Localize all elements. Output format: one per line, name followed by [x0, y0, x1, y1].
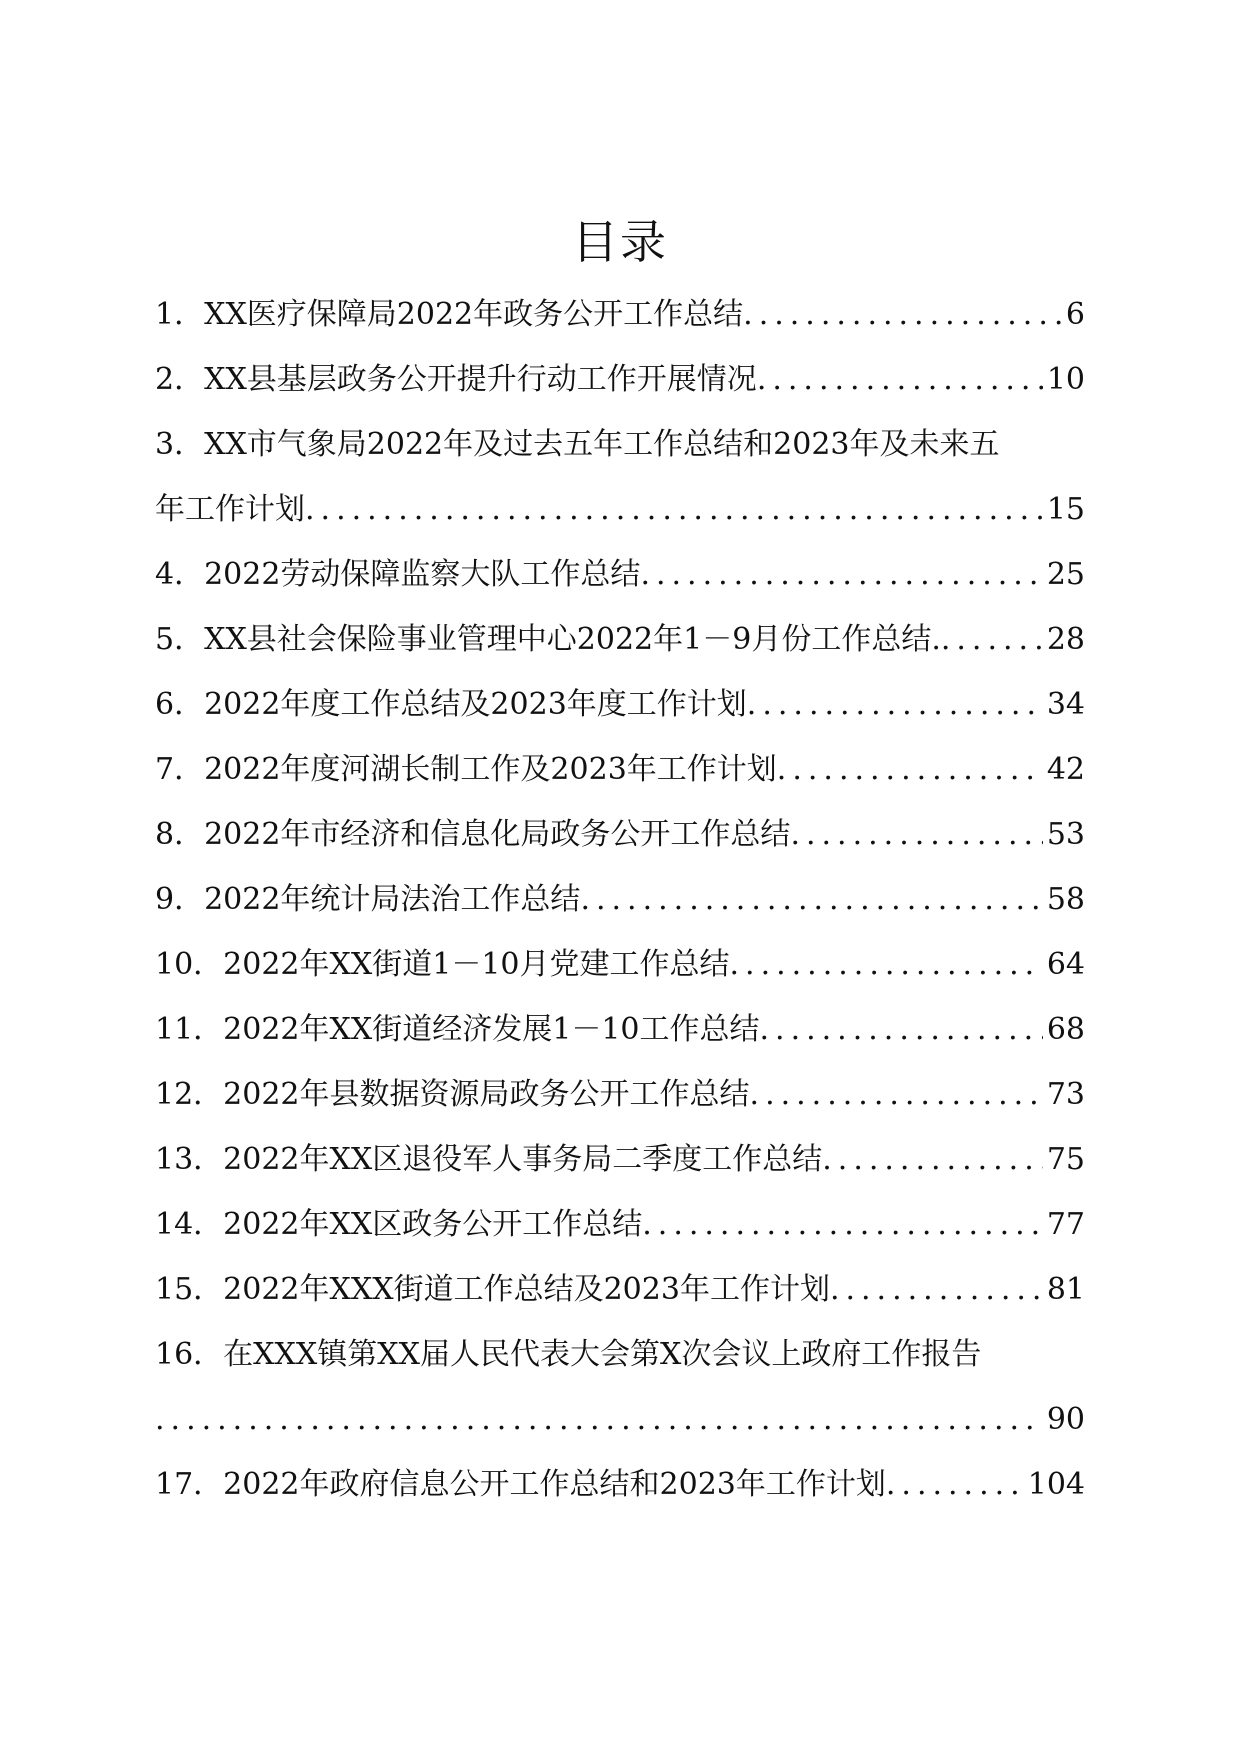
toc-entry-title: 5．XX县社会保险事业管理中心2022年1－9月份工作总结.	[155, 622, 941, 657]
table-of-contents	[155, 282, 1085, 1517]
toc-entry-title: 6．2022年度工作总结及2023年度工作计划	[155, 687, 747, 722]
dot-leader	[155, 1387, 1043, 1452]
toc-entry-7[interactable]	[155, 737, 1085, 802]
toc-page-number: 42	[1046, 752, 1085, 787]
toc-entry-13[interactable]	[155, 1127, 1085, 1192]
toc-entry-title: 3．XX市气象局2022年及过去五年工作总结和2023年及未来五	[155, 427, 1000, 462]
toc-entry-15[interactable]	[155, 1257, 1085, 1322]
toc-entry-title: 15．2022年XXX街道工作总结及2023年工作计划	[155, 1272, 830, 1307]
toc-entry-8[interactable]	[155, 802, 1085, 867]
dot-leader	[642, 1192, 1043, 1257]
dot-leader	[747, 672, 1043, 737]
toc-page-number: 104	[1027, 1467, 1085, 1502]
dot-leader	[822, 1127, 1043, 1192]
toc-page-number: 53	[1046, 817, 1085, 852]
toc-page-number: 75	[1046, 1142, 1085, 1177]
toc-entry-title: 11．2022年XX街道经济发展1－10工作总结	[155, 1012, 760, 1047]
toc-entry-title: 10．2022年XX街道1－10月党建工作总结	[155, 947, 730, 982]
toc-entry-3-line-1[interactable]	[155, 412, 1085, 477]
dot-leader	[886, 1452, 1024, 1517]
toc-page-number: 81	[1046, 1272, 1085, 1307]
toc-page-number: 10	[1046, 362, 1085, 397]
toc-page-number: 28	[1046, 622, 1085, 657]
toc-page-number: 64	[1046, 947, 1085, 982]
dot-leader	[580, 867, 1042, 932]
toc-entry-3-line-2[interactable]	[155, 477, 1085, 542]
dot-leader	[750, 1062, 1043, 1127]
dot-leader	[777, 737, 1043, 802]
toc-entry-title: 17．2022年政府信息公开工作总结和2023年工作计划	[155, 1467, 886, 1502]
dot-leader	[941, 607, 1043, 672]
dot-leader	[305, 477, 1043, 542]
toc-page-number: 6	[1065, 297, 1085, 332]
toc-page-number: 25	[1046, 557, 1085, 592]
dot-leader	[730, 932, 1043, 997]
toc-entry-title: 4．2022劳动保障监察大队工作总结	[155, 557, 641, 592]
toc-entry-5[interactable]	[155, 607, 1085, 672]
toc-page-number: 15	[1046, 492, 1085, 527]
toc-page-number: 68	[1046, 1012, 1085, 1047]
dot-leader	[760, 997, 1043, 1062]
toc-page-number: 77	[1046, 1207, 1085, 1242]
dot-leader	[830, 1257, 1043, 1322]
toc-entry-title: 8．2022年市经济和信息化局政务公开工作总结	[155, 817, 791, 852]
toc-entry-title: 16．在XXX镇第XX届人民代表大会第X次会议上政府工作报告	[155, 1337, 982, 1372]
dot-leader	[790, 802, 1042, 867]
toc-entry-4[interactable]	[155, 542, 1085, 607]
toc-entry-title: 9．2022年统计局法治工作总结	[155, 882, 581, 917]
toc-entry-2[interactable]	[155, 347, 1085, 412]
toc-entry-6[interactable]	[155, 672, 1085, 737]
toc-page-number: 58	[1046, 882, 1085, 917]
toc-entry-title: 12．2022年县数据资源局政务公开工作总结	[155, 1077, 750, 1112]
toc-page-number: 34	[1046, 687, 1085, 722]
toc-entry-1[interactable]	[155, 282, 1085, 347]
toc-entry-title: 2．XX县基层政务公开提升行动工作开展情况	[155, 362, 757, 397]
dot-leader	[757, 347, 1043, 412]
dot-leader	[640, 542, 1042, 607]
toc-entry-title: 年工作计划	[155, 492, 305, 527]
toc-entry-title: 1．XX医疗保障局2022年政务公开工作总结	[155, 297, 744, 332]
toc-page-number: 73	[1046, 1077, 1085, 1112]
toc-entry-11[interactable]	[155, 997, 1085, 1062]
toc-entry-title: 13．2022年XX区退役军人事务局二季度工作总结	[155, 1142, 823, 1177]
toc-page-number: 90	[1046, 1402, 1085, 1437]
toc-entry-12[interactable]	[155, 1062, 1085, 1127]
toc-entry-14[interactable]	[155, 1192, 1085, 1257]
toc-entry-16-line-2[interactable]	[155, 1387, 1085, 1452]
toc-entry-title: 7．2022年度河湖长制工作及2023年工作计划	[155, 752, 777, 787]
toc-entry-title: 14．2022年XX区政务公开工作总结	[155, 1207, 643, 1242]
toc-title: 目录	[572, 215, 668, 269]
toc-entry-16-line-1[interactable]	[155, 1322, 1085, 1387]
toc-entry-17[interactable]	[155, 1452, 1085, 1517]
toc-entry-9[interactable]	[155, 867, 1085, 932]
toc-entry-10[interactable]	[155, 932, 1085, 997]
dot-leader	[743, 282, 1062, 347]
